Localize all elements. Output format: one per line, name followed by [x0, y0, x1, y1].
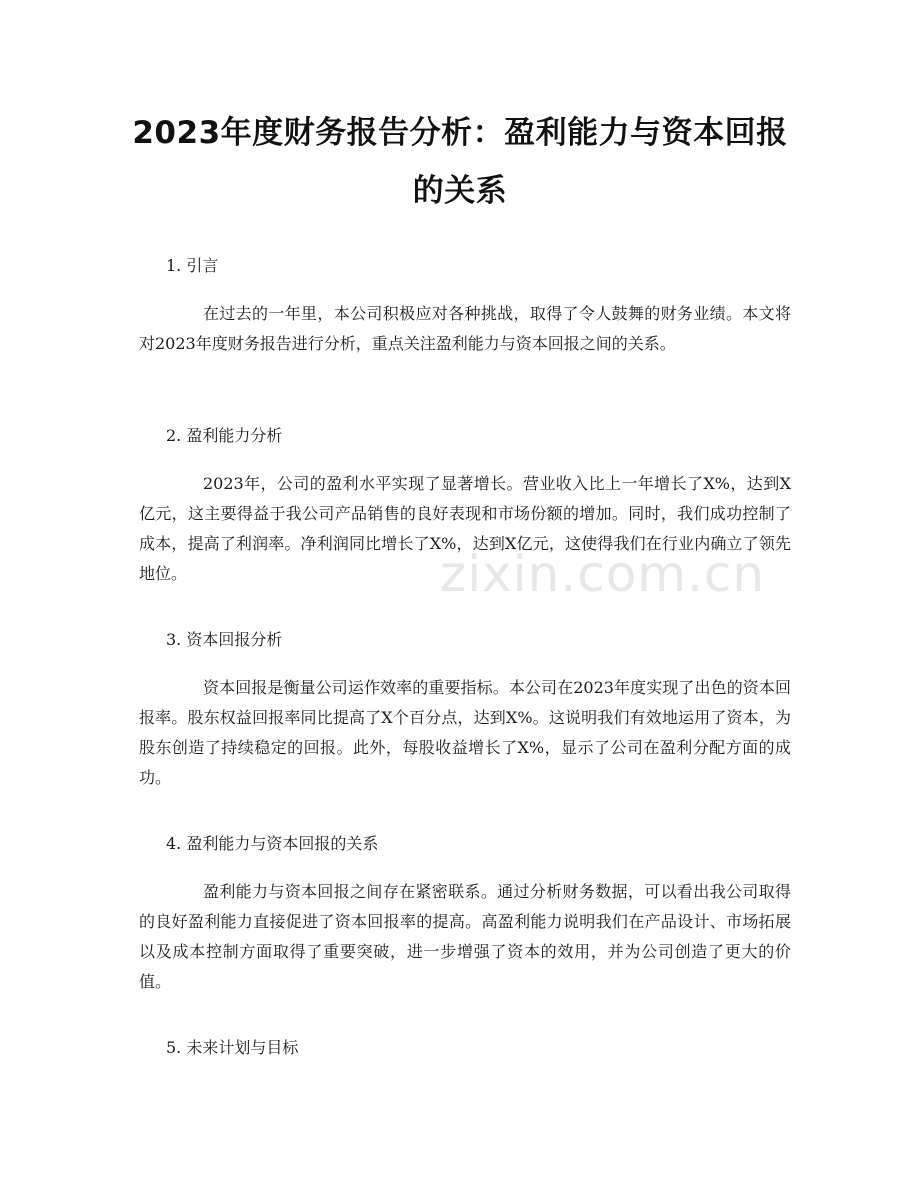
section-heading-capital-return: 3. 资本回报分析 [166, 630, 283, 649]
section-heading-future-plans: 5. 未来计划与目标 [166, 1038, 299, 1057]
section-heading-introduction: 1. 引言 [166, 256, 219, 275]
document-title: 2023年度财务报告分析：盈利能力与资本回报的关系 [132, 115, 788, 209]
section-paragraph-introduction: 在过去的一年里，本公司积极应对各种挑战，取得了令人鼓舞的财务业绩。本文将对2023年度财务报告进行分析，重点关注盈利能力与资本回报之间的关系。 [139, 304, 791, 353]
section-paragraph-capital-return: 资本回报是衡量公司运作效率的重要指标。本公司在2023年度实现了出色的资本回报率。股东权益回报率同比提高了X个百分点，达到X%。这说明我们有效地运用了资本，为股东创造了持续稳定的回报。此外，每股收益增长了X%，显示了公司在盈利分配方面的成功。 [139, 678, 791, 787]
section-heading-relationship: 4. 盈利能力与资本回报的关系 [166, 834, 379, 853]
section-paragraph-relationship: 盈利能力与资本回报之间存在紧密联系。通过分析财务数据，可以看出我公司取得的良好盈利能力直接促进了资本回报率的提高。高盈利能力说明我们在产品设计、市场拓展以及成本控制方面取得了重要突破，进一步增强了资本的效用，并为公司创造了更大的价值。 [139, 882, 791, 991]
watermark: zixin.com.cn [440, 545, 766, 603]
section-heading-profitability: 2. 盈利能力分析 [166, 426, 283, 445]
section-paragraph-profitability: 2023年，公司的盈利水平实现了显著增长。营业收入比上一年增长了X%，达到X亿元，这主要得益于我公司产品销售的良好表现和市场份额的增加。同时，我们成功控制了成本，提高了利润率。净利润同比增长了X%，达到X亿元，这使得我们在行业内确立了领先地位。 [139, 474, 791, 583]
